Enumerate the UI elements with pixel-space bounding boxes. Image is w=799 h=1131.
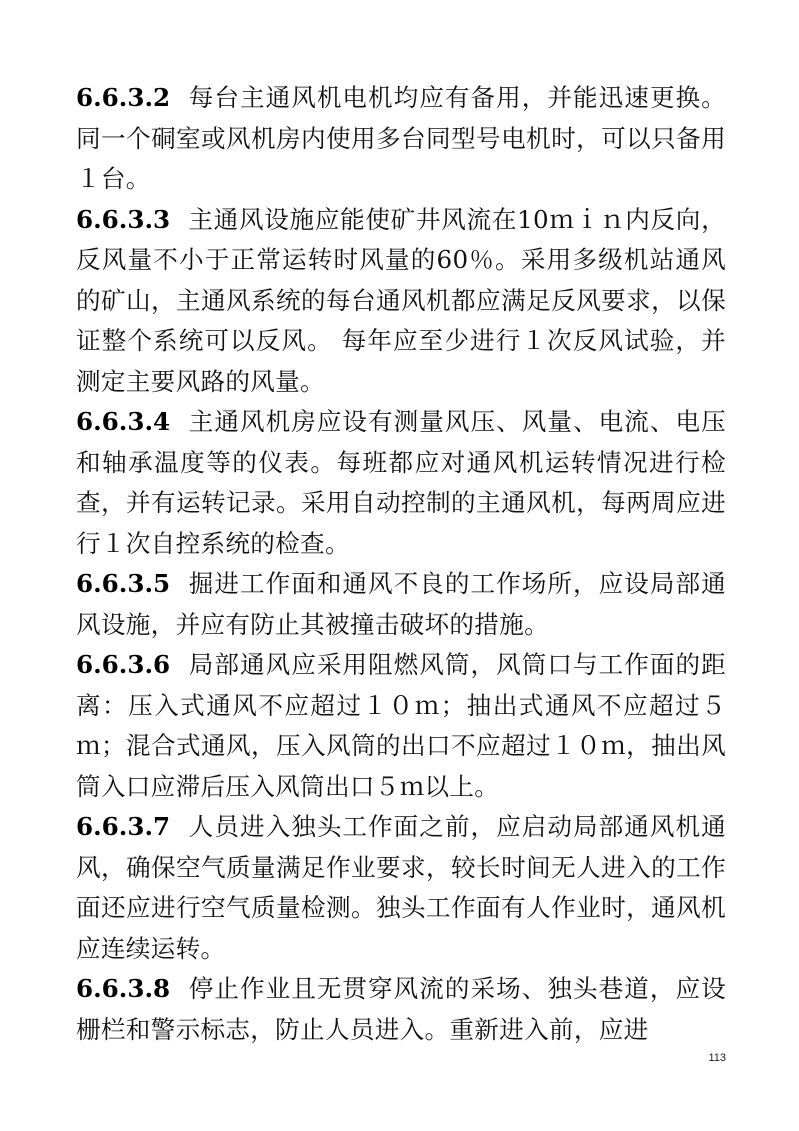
- clause-number: 6.6.3.8: [76, 974, 171, 1003]
- clause-text: 局部通风应采用阻燃风筒，风筒口与工作面的距离：压入式通风不应超过１０ｍ；抽出式通风不应超过５ｍ；混合式通风，压入风筒的出口不应超过１０ｍ，抽出风筒入口应滞后压入风筒出口５ｍ以上。: [76, 650, 726, 801]
- page-number: 113: [708, 1052, 726, 1064]
- clause-6-6-3-6: [76, 645, 726, 807]
- clause-6-6-3-5: [76, 564, 726, 645]
- clause-6-6-3-3: [76, 200, 726, 403]
- clause-text: 每台主通风机电机均应有备用，并能迅速更换。同一个硐室或风机房内使用多台同型号电机时，可以只备用１台。: [76, 83, 726, 193]
- clause-number: 6.6.3.6: [76, 650, 171, 679]
- clause-text: 主通风机房应设有测量风压、风量、电流、电压和轴承温度等的仪表。每班都应对通风机运转情况进行检查，并有运转记录。采用自动控制的主通风机，每两周应进行１次自控系统的检查。: [76, 407, 726, 558]
- clause-6-6-3-4: [76, 402, 726, 564]
- clause-number: 6.6.3.5: [76, 569, 171, 598]
- clause-text: 人员进入独头工作面之前，应启动局部通风机通风，确保空气质量满足作业要求，较长时间无人进入的工作面还应进行空气质量检测。独头工作面有人作业时，通风机应连续运转。: [76, 812, 726, 963]
- page-body: [76, 78, 726, 1050]
- clause-text: 掘进工作面和通风不良的工作场所，应设局部通风设施，并应有防止其被撞击破坏的措施。: [76, 569, 726, 639]
- clause-number: 6.6.3.2: [76, 83, 171, 112]
- clause-number: 6.6.3.3: [76, 204, 171, 234]
- clause-text: 主通风设施应能使矿井风流在10ｍｉｎ内反向，反风量不小于正常运转时风量的60％。采用多级机站通风的矿山，主通风系统的每台通风机都应满足反风要求，以保证整个系统可以反风。 每年应至少进行１次反风试验，并测定主要风路的风量。: [76, 204, 726, 396]
- clause-number: 6.6.3.7: [76, 812, 171, 841]
- clause-6-6-3-7: [76, 807, 726, 969]
- clause-text: 停止作业且无贯穿风流的采场、独头巷道，应设栅栏和警示标志，防止人员进入。重新进入前，应进: [76, 974, 726, 1044]
- clause-number: 6.6.3.4: [76, 407, 171, 436]
- clause-6-6-3-2: [76, 78, 726, 200]
- clause-6-6-3-8: [76, 969, 726, 1050]
